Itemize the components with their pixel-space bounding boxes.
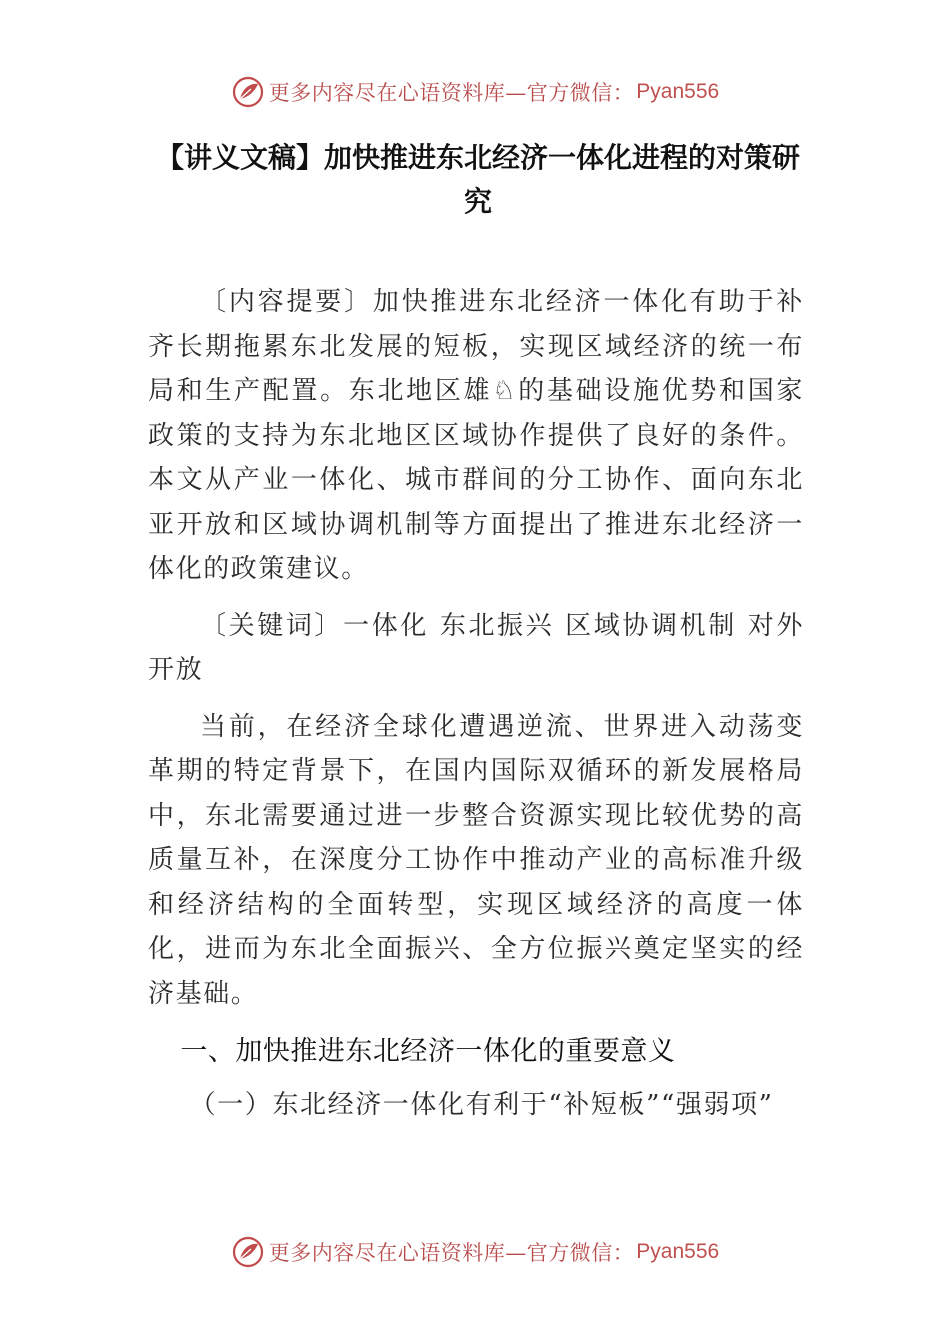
subsection-heading: （一）东北经济一体化有利于“补短板”“强弱项” [189, 1089, 774, 1120]
keywords-paragraph: 〔关键词〕一体化 东北振兴 区域协调机制 对外开放 [148, 610, 804, 685]
footer-watermark-banner [0, 1232, 950, 1272]
leaf-logo-icon [231, 75, 265, 109]
banner-text: 更多内容尽在心语资料库—官方微信： [268, 81, 635, 105]
banner-wechat-id: Pyan556 [636, 80, 720, 103]
document-title: 【讲义文稿】加快推进东北经济一体化进程的对策研究 [155, 141, 800, 218]
banner-text: 更多内容尽在心语资料库—官方微信： [268, 1241, 635, 1265]
leaf-logo-icon [231, 1235, 265, 1269]
section-heading: 一、加快推进东北经济一体化的重要意义 [180, 1036, 676, 1067]
header-watermark-banner [0, 72, 950, 112]
banner-wechat-id: Pyan556 [636, 1240, 720, 1263]
intro-paragraph: 当前，在经济全球化遭遇逆流、世界进入动荡变革期的特定背景下，在国内国际双循环的新发展格局中，东北需要通过进一步整合资源实现比较优势的高质量互补，在深度分工协作中推动产业的高标准升级和经济结构的全面转型，实现区域经济的高度一体化，进而为东北全面振兴、全方位振兴奠定坚实的经济基础。 [148, 711, 804, 1009]
document-body [148, 280, 804, 1139]
abstract-paragraph: 〔内容提要〕加快推进东北经济一体化有助于补齐长期拖累东北发展的短板，实现区域经济的统一布局和生产配置。东北地区雄♘的基础设施优势和国家政策的支持为东北地区区域协作提供了良好的条件。本文从产业一体化、城市群间的分工协作、面向东北亚开放和区域协调机制等方面提出了推进东北经济一体化的政策建议。 [148, 287, 804, 584]
